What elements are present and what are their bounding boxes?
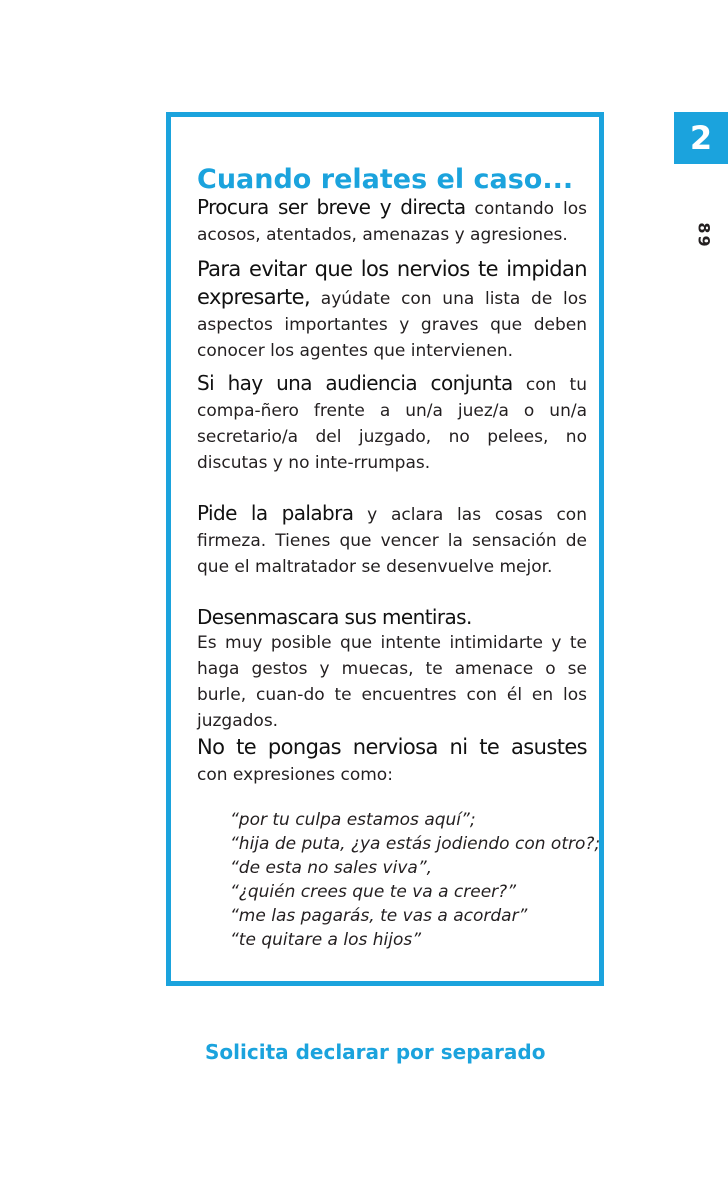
quote-list: [230, 808, 600, 952]
paragraph-2-lead: Para evitar que los nervios te impidan expresarte,: [197, 257, 587, 309]
quote-item: “te quitare a los hijos”: [230, 930, 422, 950]
paragraph-3-lead: Si hay una audiencia conjunta: [197, 371, 513, 395]
chapter-tab: [674, 112, 728, 164]
paragraph-1: [197, 194, 587, 248]
paragraph-1-lead: Procura ser breve y directa: [197, 195, 466, 219]
paragraph-3-body: con tu compa-ñero frente a un/a juez/a o un/a secretario/a del juzgado, no pelees, no discutas y no inte-rrumpas.: [197, 375, 587, 473]
footer-title: Solicita declarar por separado: [205, 1040, 546, 1064]
paragraph-6-lead: No te pongas nerviosa ni te asustes: [197, 735, 587, 759]
quote-item: “me las pagarás, te vas a acordar”: [230, 906, 528, 926]
quote-item: “hija de puta, ¿ya estás jodiendo con otro?;: [230, 834, 601, 854]
paragraph-2: [197, 256, 587, 364]
paragraph-4-body: y aclara las cosas con firmeza. Tienes que vencer la sensación de que el maltratador se desenvuelve mejor.: [197, 505, 587, 577]
paragraph-1-body: contando los acosos, atentados, amenazas y agresiones.: [197, 199, 587, 245]
paragraph-3: [197, 370, 587, 476]
chapter-number: 2: [689, 119, 713, 157]
paragraph-5-body: Es muy posible que intente intimidarte y te haga gestos y muecas, te amenace o se burle, cuan-do te encuentres con él en los juzgados.: [197, 633, 587, 731]
paragraph-6: [197, 734, 587, 788]
paragraph-4: [197, 500, 587, 580]
section-title: Cuando relates el caso...: [197, 164, 574, 195]
quote-item: “por tu culpa estamos aquí”;: [230, 810, 476, 830]
page-number: 89: [694, 222, 714, 249]
quote-item: “¿quién crees que te va a creer?”: [230, 882, 517, 902]
paragraph-6-body: con expresiones como:: [197, 765, 393, 785]
paragraph-2-body: ayúdate con una lista de los aspectos importantes y graves que deben conocer los agentes que intervienen.: [197, 289, 587, 361]
paragraph-5: [197, 604, 587, 734]
quote-item: “de esta no sales viva”,: [230, 858, 433, 878]
paragraph-4-lead: Pide la palabra: [197, 501, 354, 525]
paragraph-5-lead: Desenmascara sus mentiras.: [197, 605, 472, 629]
